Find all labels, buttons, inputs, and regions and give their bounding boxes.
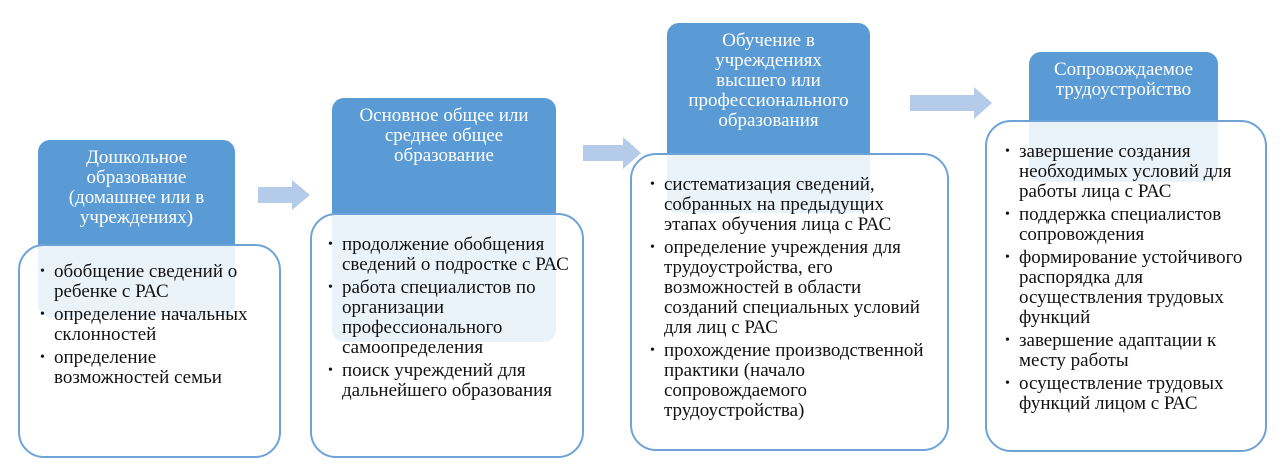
stage-2-title-line: образование [394,145,494,166]
stage-4-item: • поддержка специалистов сопровождения [1003,205,1259,245]
stage-2-item: • продолжение обобщения сведений о подростке с РАС [326,235,574,275]
arrow-1-to-2 [258,180,312,210]
stage-1-title-line: Дошкольное [85,147,188,168]
stage-4-list [1003,142,1259,414]
stage-2-list [326,235,574,401]
stage-1-title-line: (домашнее или в [68,187,205,208]
stage-1-title-line: образование [86,167,187,188]
stage-4-details [985,120,1267,452]
stage-4-item: • осуществление трудовых функций лицом с РАС [1003,374,1259,414]
stage-1-list [38,262,269,388]
stage-2-details [310,213,584,458]
stage-1-item: • обобщение сведений о ребенке с РАС [38,262,269,302]
stage-3-title-line: учреждениях [715,50,822,71]
stage-3-title-line: Обучение в [722,30,815,51]
stage-4-title-line: Сопровождаемое [1053,59,1194,80]
stage-1-title-line: учреждениях) [79,207,194,228]
stage-4-item: • формирование устойчивого распорядка для осуществления трудовых функций [1003,248,1259,328]
stage-2-title-line: Основное общее или [359,105,529,126]
stage-3-details [630,153,949,451]
stage-4-item: • завершение адаптации к месту работы [1003,331,1259,371]
stage-3-item: • прохождение производственной практики (начало сопровождаемого трудоустройства) [648,341,939,421]
stage-1-details [18,244,281,458]
stage-3-item: • систематизация сведений, собранных на предыдущих этапах обучения лица с РАС [648,175,939,235]
stage-3-title-line: высшего или [716,70,821,91]
stage-3-item: • определение учреждения для трудоустройства, его возможностей в области созданий специальных условий для лиц с РАС [648,238,939,338]
stage-4-item: • завершение создания необходимых условий для работы лица с РАС [1003,142,1259,202]
stage-2-item: • поиск учреждений для дальнейшего образования [326,361,574,401]
stage-3-title-line: образования [718,110,819,131]
stage-2-item: • работа специалистов по организации профессионального самоопределения [326,278,574,358]
arrow-3-to-4 [910,87,994,119]
stage-3-title-line: профессионального [688,90,849,111]
stage-2-title-line: среднее общее [384,125,504,146]
stage-1-item: • определение начальных склонностей [38,305,269,345]
stage-1-item: • определение возможностей семьи [38,348,269,388]
stage-4-title-line: трудоустройство [1055,79,1192,100]
stage-3-list [648,175,939,421]
